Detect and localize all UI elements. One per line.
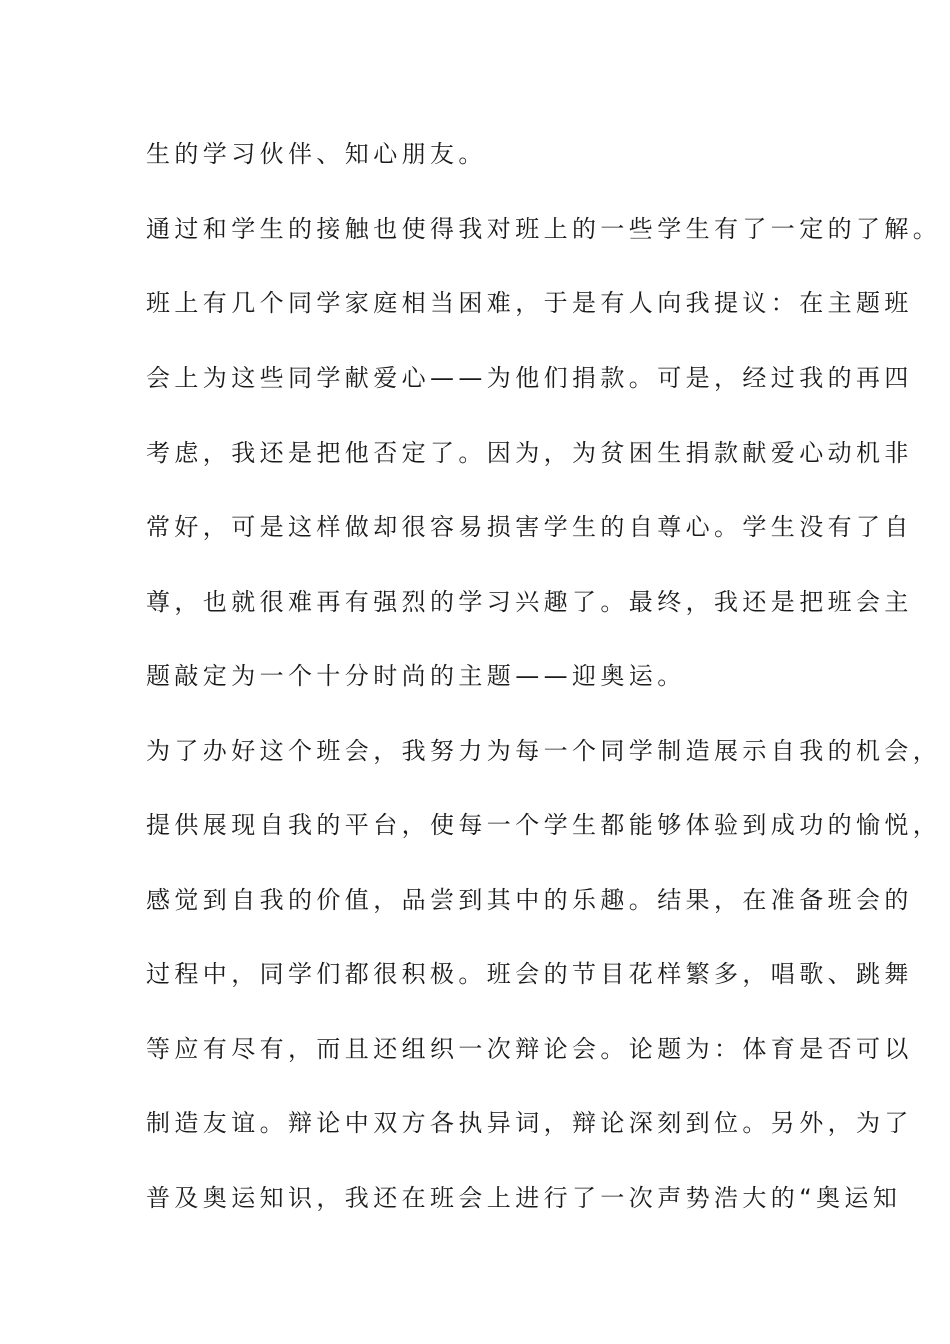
text-line-11: 感觉到自我的价值，品尝到其中的乐趣。结果，在准备班会的 [146,886,913,914]
text-line-12: 过程中，同学们都很积极。班会的节目花样繁多，唱歌、跳舞 [146,960,913,988]
text-line-6: 常好，可是这样做却很容易损害学生的自尊心。学生没有了自 [146,513,913,541]
text-line-13: 等应有尽有，而且还组织一次辩论会。论题为：体育是否可以 [146,1035,913,1063]
text-line-8: 题敲定为一个十分时尚的主题——迎奥运。 [146,662,686,690]
text-line-9: 为了办好这个班会，我努力为每一个同学制造展示自我的机会， [146,737,942,765]
text-line-1: 生的学习伙伴、知心朋友。 [146,140,487,168]
text-line-15: 普及奥运知识，我还在班会上进行了一次声势浩大的“奥运知 [146,1184,902,1212]
text-line-2: 通过和学生的接触也使得我对班上的一些学生有了一定的了解。 [146,215,942,243]
text-line-5: 考虑，我还是把他否定了。因为，为贫困生捐款献爱心动机非 [146,439,913,467]
text-line-7: 尊，也就很难再有强烈的学习兴趣了。最终，我还是把班会主 [146,588,913,616]
text-line-10: 提供展现自我的平台，使每一个学生都能够体验到成功的愉悦， [146,811,942,839]
text-line-3: 班上有几个同学家庭相当困难，于是有人向我提议：在主题班 [146,289,913,317]
text-line-4: 会上为这些同学献爱心——为他们捐款。可是，经过我的再四 [146,364,913,392]
text-line-14: 制造友谊。辩论中双方各执异词，辩论深刻到位。另外，为了 [146,1109,913,1137]
